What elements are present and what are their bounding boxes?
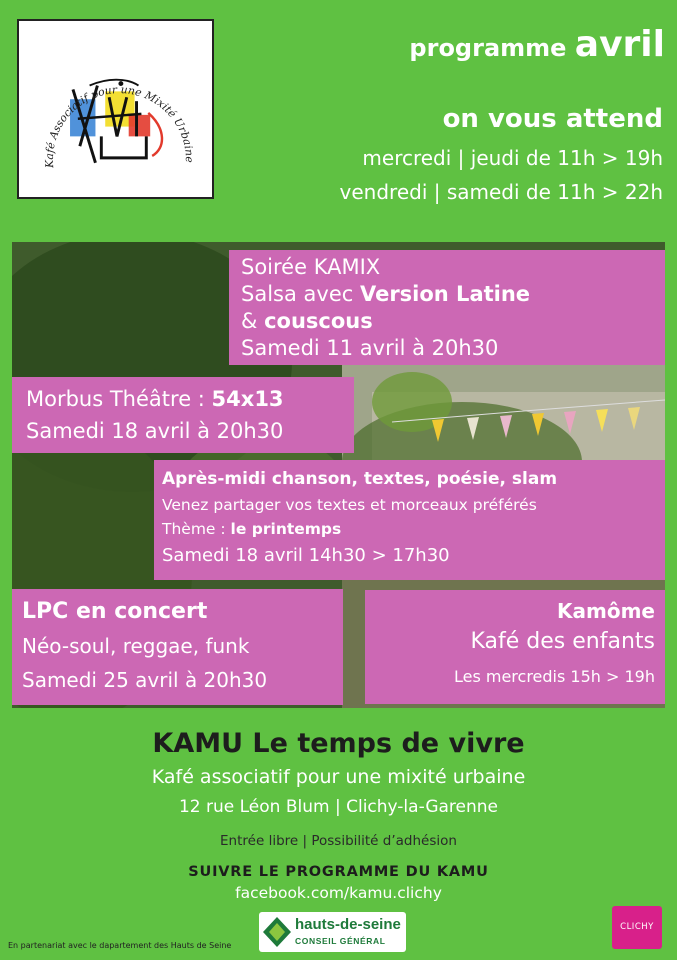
hds-arrow-icon <box>263 917 291 947</box>
footer-title: KAMU Le temps de vivre <box>152 728 525 759</box>
chanson-date: Samedi 18 avril 14h30 > 17h30 <box>162 545 450 566</box>
footer-entry: Entrée libre | Possibilité d’adhésion <box>220 833 457 849</box>
hds-name: hauts-de-seine <box>295 916 401 933</box>
event-morbus <box>12 377 354 453</box>
partner-note: En partenariat avec le dapartement des Hauts de Seine <box>8 941 232 950</box>
kamix-band: Version Latine <box>359 282 531 306</box>
attend-line: on vous attend <box>442 104 663 134</box>
logo-ring-text: Kafé Associatif pour une Mixité Urbaine <box>42 83 196 169</box>
facebook-link[interactable]: facebook.com/kamu.clichy <box>235 884 442 902</box>
kamix-couscous: couscous <box>264 309 373 333</box>
event-kamome <box>365 590 665 704</box>
kamix-food <box>241 308 653 335</box>
lpc-date: Samedi 25 avril à 20h30 <box>22 668 268 692</box>
kamome-date: Les mercredis 15h > 19h <box>453 667 655 686</box>
programme-title <box>409 24 665 65</box>
morbus-date: Samedi 18 avril à 20h30 <box>26 419 284 443</box>
chanson-theme-pre: Thème : <box>162 520 231 538</box>
hds-sub: CONSEIL GÉNÉRAL <box>295 936 386 946</box>
chanson-theme-value: le printemps <box>230 520 342 538</box>
footer-follow: SUIVRE LE PROGRAMME DU KAMU <box>188 864 489 880</box>
lpc-genres: Néo-soul, reggae, funk <box>22 634 250 658</box>
clichy-logo: CLICHY <box>612 906 662 949</box>
month-word: avril <box>574 24 665 65</box>
chanson-desc: Venez partager vos textes et morceaux préférés <box>162 496 537 514</box>
morbus-title-pre: Morbus Théâtre : <box>26 387 212 411</box>
chanson-theme <box>162 517 657 541</box>
kamu-logo <box>17 19 214 199</box>
hours-weekend: vendredi | samedi de 11h > 22h <box>339 180 663 204</box>
footer-address: 12 rue Léon Blum | Clichy-la-Garenne <box>178 797 499 817</box>
kamix-salsa <box>241 281 653 308</box>
kamome-subtitle: Kafé des enfants <box>470 629 655 654</box>
hauts-de-seine-logo <box>259 912 406 952</box>
kamome-title: Kamôme <box>557 599 655 623</box>
kamix-title: Soirée KAMIX <box>241 255 381 279</box>
logo-drawing <box>19 21 212 197</box>
lpc-title: LPC en concert <box>22 599 208 624</box>
event-chanson <box>154 460 665 580</box>
event-lpc <box>12 589 343 705</box>
morbus-title <box>26 383 340 415</box>
hours-weekday: mercredi | jeudi de 11h > 19h <box>362 146 663 170</box>
kamix-salsa-pre: Salsa avec <box>241 282 360 306</box>
kamix-food-pre: & <box>241 309 265 333</box>
event-kamix <box>229 250 665 365</box>
morbus-show: 54x13 <box>211 387 284 411</box>
chanson-title: Après-midi chanson, textes, poésie, slam <box>162 469 558 489</box>
footer-subtitle: Kafé associatif pour une mixité urbaine <box>151 766 526 788</box>
programme-word: programme <box>409 34 567 62</box>
kamix-date: Samedi 11 avril à 20h30 <box>241 336 499 360</box>
